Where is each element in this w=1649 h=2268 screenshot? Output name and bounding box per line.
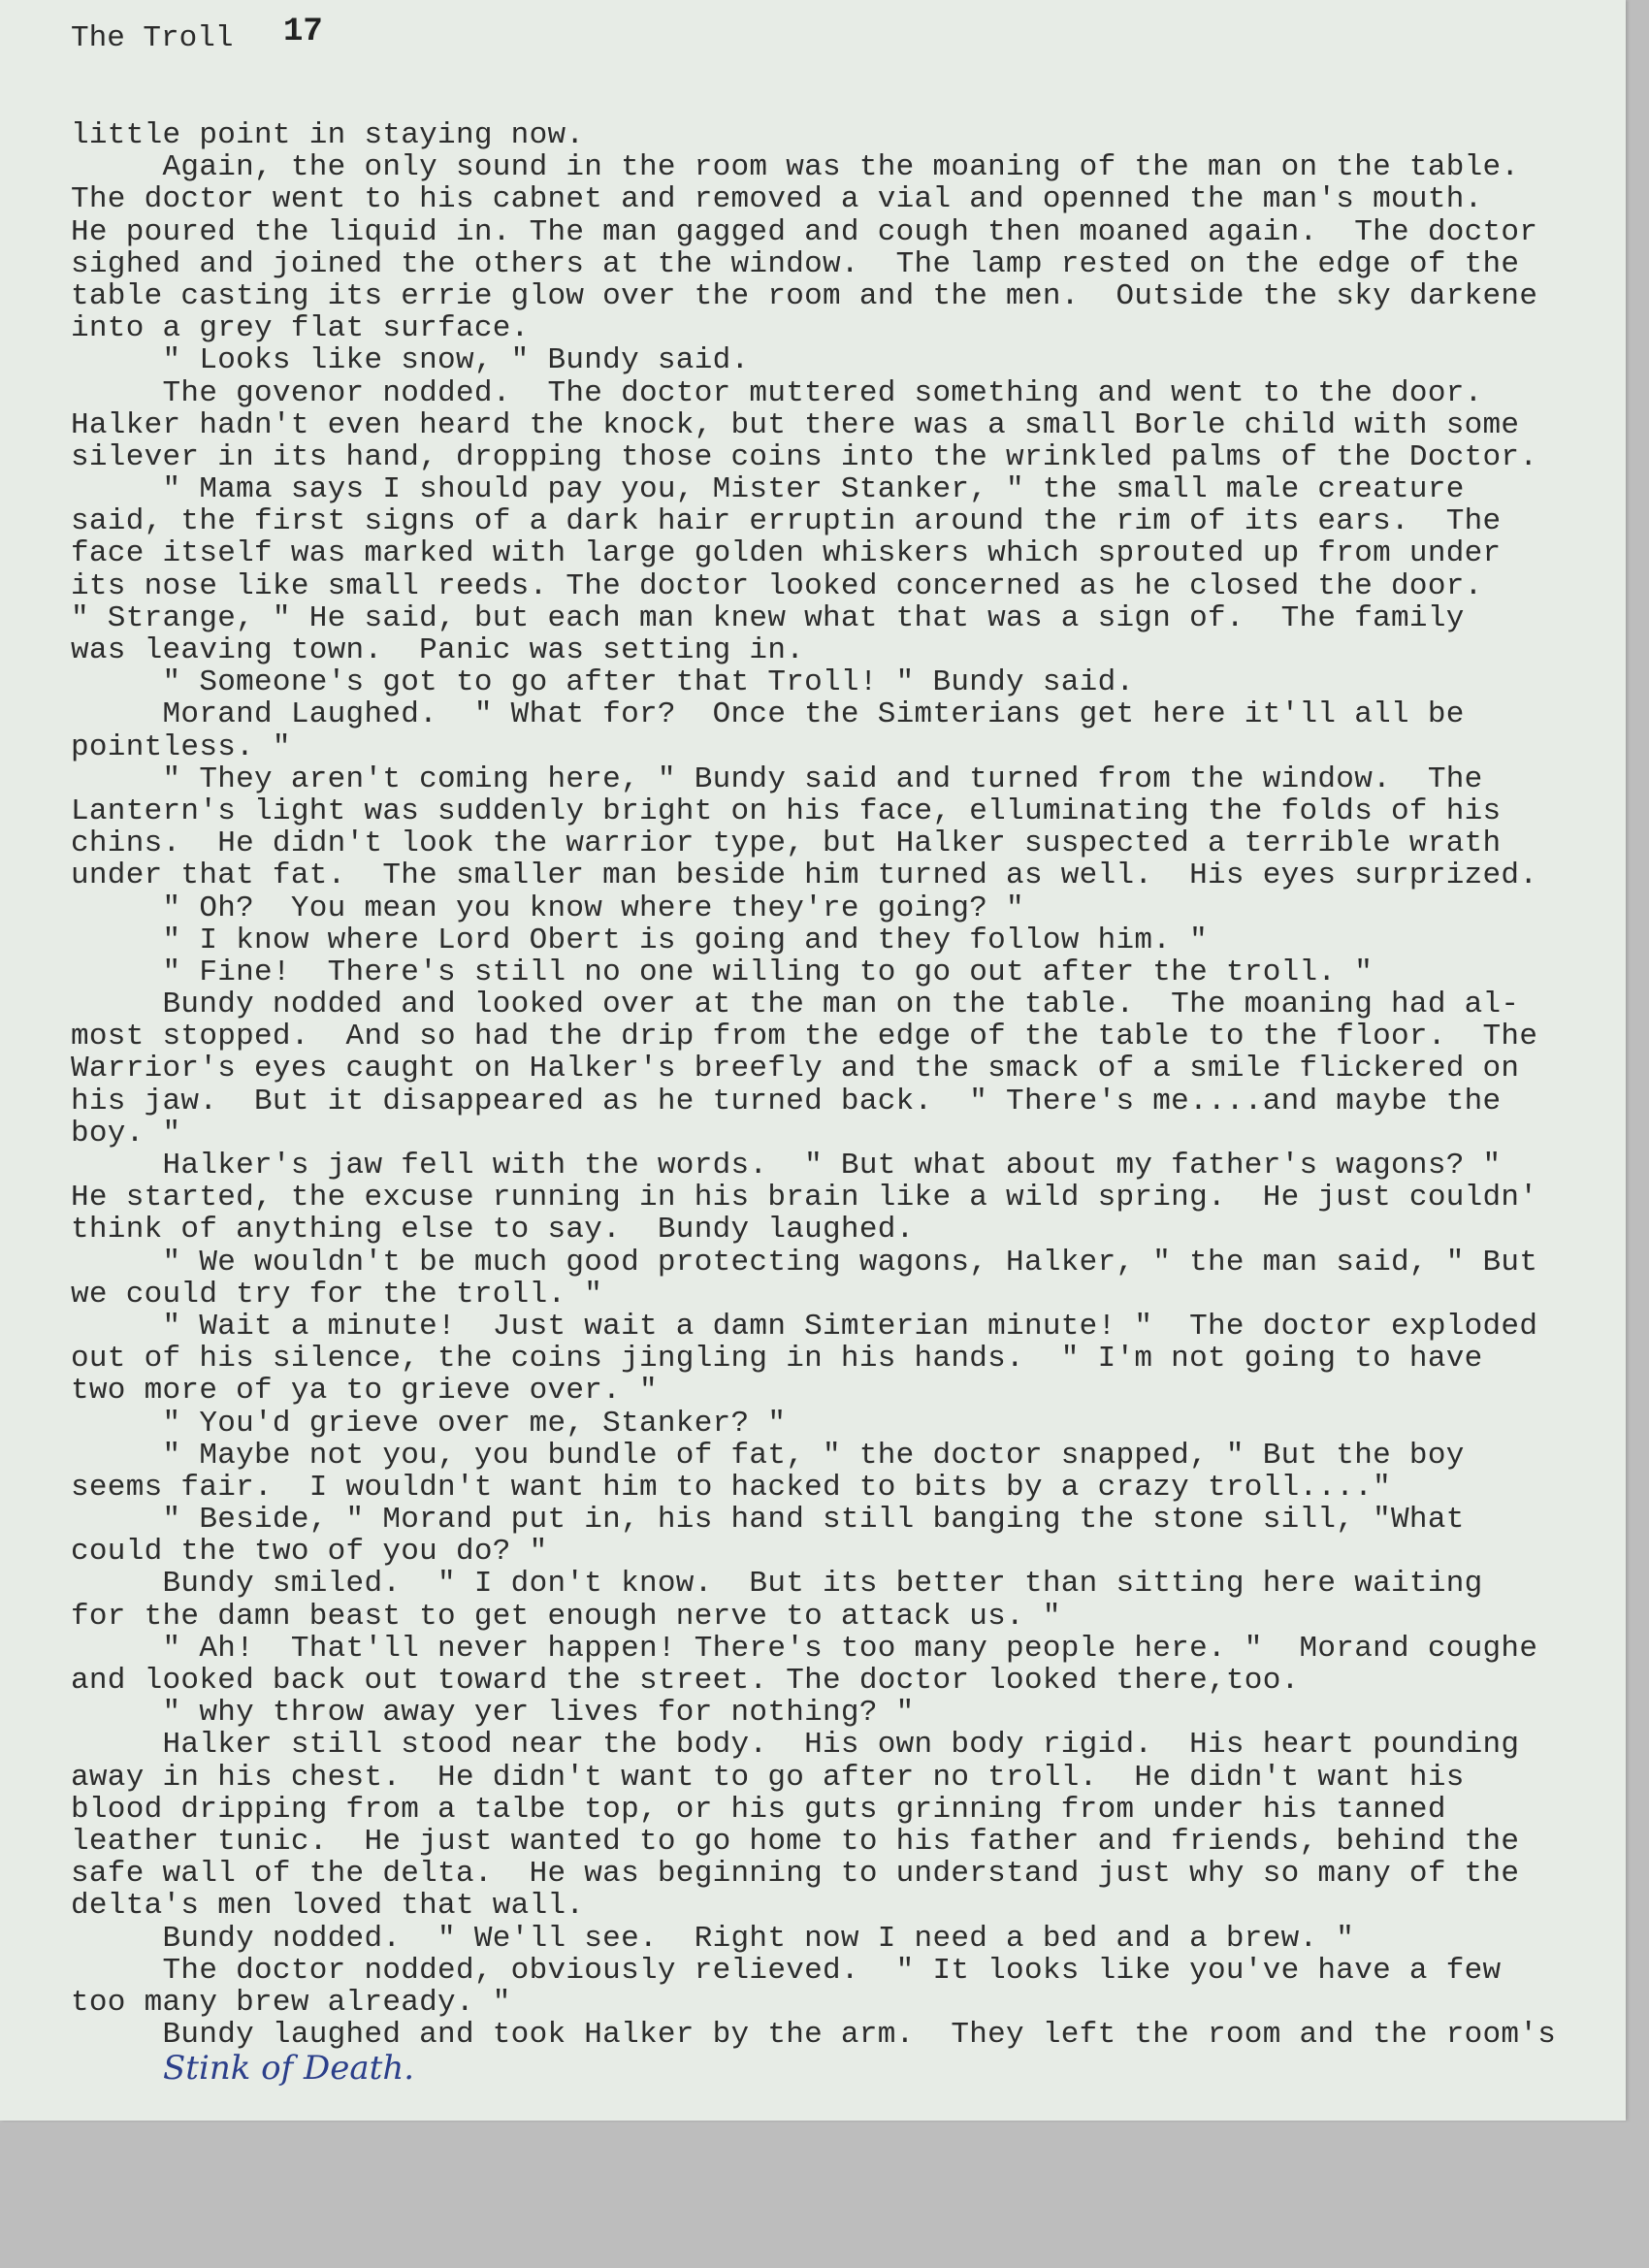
text-line: boy. " [71, 1116, 181, 1150]
text-line: He poured the liquid in. The man gagged and cough then moaned again. The doctor [71, 214, 1538, 249]
text-line: silever in its hand, dropping those coins into the wrinkled palms of the Doctor. [71, 439, 1538, 474]
manuscript-body [71, 119, 1623, 2051]
text-line: " Strange, " He said, but each man knew what that was a sign of. The family [71, 600, 1465, 635]
text-line: table casting its errie glow over the room and the men. Outside the sky darkene [71, 278, 1538, 313]
text-line: The govenor nodded. The doctor muttered something and went to the door. [71, 375, 1483, 410]
text-line: " Mama says I should pay you, Mister Stanker, " the small male creature [71, 472, 1465, 507]
text-line: away in his chest. He didn't want to go after no troll. He didn't want his [71, 1760, 1465, 1795]
text-line: said, the first signs of a dark hair erruptin around the rim of its ears. The [71, 504, 1502, 539]
text-line: sighed and joined the others at the window. The lamp rested on the edge of the [71, 246, 1520, 281]
text-line: too many brew already. " [71, 1985, 511, 2020]
text-line: " Looks like snow, " Bundy said. [71, 343, 750, 378]
text-line: Bundy laughed and took Halker by the arm. They left the room and the room's [71, 2018, 1557, 2053]
handwritten-note: Stink of Death. [163, 2049, 415, 2088]
text-line: The doctor went to his cabnet and removed a vial and openned the man's mouth. [71, 182, 1483, 217]
text-line: Bundy nodded. " We'll see. Right now I need a bed and a brew. " [71, 1921, 1355, 1956]
text-line: Bundy smiled. " I don't know. But its better than sitting here waiting [71, 1567, 1483, 1602]
text-line: Bundy nodded and looked over at the man on the table. The moaning had al- [71, 988, 1520, 1022]
text-line: little point in staying now. [71, 118, 585, 152]
text-line: Warrior's eyes caught on Halker's breefly and the smack of a smile flickered on [71, 1052, 1520, 1086]
text-line: " Beside, " Morand put in, his hand still banging the stone sill, "What [71, 1503, 1465, 1538]
text-line: was leaving town. Panic was setting in. [71, 633, 805, 667]
text-line: Morand Laughed. " What for? Once the Simterians get here it'll all be [71, 697, 1465, 732]
text-line: " Ah! That'll never happen! There's too many people here. " Morand coughe [71, 1631, 1538, 1666]
text-line: " Oh? You mean you know where they're going? " [71, 891, 1024, 925]
page-number: 17 [283, 14, 323, 50]
text-line: " I know where Lord Obert is going and they follow him. " [71, 923, 1208, 957]
text-line: could the two of you do? " [71, 1535, 548, 1570]
text-line: Halker hadn't even heard the knock, but there was a small Borle child with some [71, 407, 1520, 442]
text-line: Again, the only sound in the room was the moaning of the man on the table. [71, 150, 1520, 185]
text-line: think of anything else to say. Bundy laughed. [71, 1213, 915, 1247]
text-line: blood dripping from a talbe top, or his guts grinning from under his tanned [71, 1792, 1446, 1827]
text-line: pointless. " [71, 729, 291, 764]
text-line: " Fine! There's still no one willing to go out after the troll. " [71, 955, 1374, 989]
text-line: leather tunic. He just wanted to go home to his father and friends, behind the [71, 1824, 1520, 1859]
text-line: its nose like small reeds. The doctor looked concerned as he closed the door. [71, 568, 1483, 603]
text-line: under that fat. The smaller man beside him turned as well. His eyes surprized. [71, 859, 1538, 893]
text-line: Halker still stood near the body. His own body rigid. His heart pounding [71, 1728, 1520, 1763]
text-line: into a grey flat surface. [71, 311, 530, 346]
text-line: chins. He didn't look the warrior type, but Halker suspected a terrible wrath [71, 826, 1502, 861]
text-line: his jaw. But it disappeared as he turned back. " There's me....and maybe the [71, 1084, 1502, 1118]
text-line: The doctor nodded, obviously relieved. " It looks like you've have a few [71, 1953, 1502, 1988]
text-line: He started, the excuse running in his brain like a wild spring. He just couldn' [71, 1181, 1538, 1215]
text-line: most stopped. And so had the drip from the edge of the table to the floor. The [71, 1020, 1538, 1054]
text-line: " why throw away yer lives for nothing? " [71, 1696, 915, 1731]
text-line: safe wall of the delta. He was beginning to understand just why so many of the [71, 1857, 1520, 1892]
text-line: " They aren't coming here, " Bundy said and turned from the window. The [71, 761, 1483, 796]
page-header-title: The Troll [71, 21, 234, 55]
text-line: two more of ya to grieve over. " [71, 1374, 658, 1409]
text-line: " You'd grieve over me, Stanker? " [71, 1406, 787, 1441]
text-line: delta's men loved that wall. [71, 1889, 585, 1924]
text-line: and looked back out toward the street. The doctor looked there,too. [71, 1664, 1300, 1698]
text-line: Halker's jaw fell with the words. " But what about my father's wagons? " [71, 1149, 1502, 1183]
text-line: we could try for the troll. " [71, 1277, 603, 1312]
text-line: " Someone's got to go after that Troll! " Bundy said. [71, 665, 1135, 700]
text-line: out of his silence, the coins jingling in his hands. " I'm not going to have [71, 1342, 1483, 1377]
text-line: " Wait a minute! Just wait a damn Simterian minute! " The doctor exploded [71, 1309, 1538, 1344]
text-line: seems fair. I wouldn't want him to hacked to bits by a crazy troll...." [71, 1470, 1392, 1505]
text-line: " Maybe not you, you bundle of fat, " the doctor snapped, " But the boy [71, 1438, 1465, 1473]
text-line: " We wouldn't be much good protecting wagons, Halker, " the man said, " But [71, 1245, 1538, 1280]
text-line: Lantern's light was suddenly bright on his face, elluminating the folds of his [71, 794, 1502, 828]
text-line: face itself was marked with large golden whiskers which sprouted up from under [71, 536, 1502, 571]
text-line: for the damn beast to get enough nerve to attack us. " [71, 1599, 1061, 1634]
